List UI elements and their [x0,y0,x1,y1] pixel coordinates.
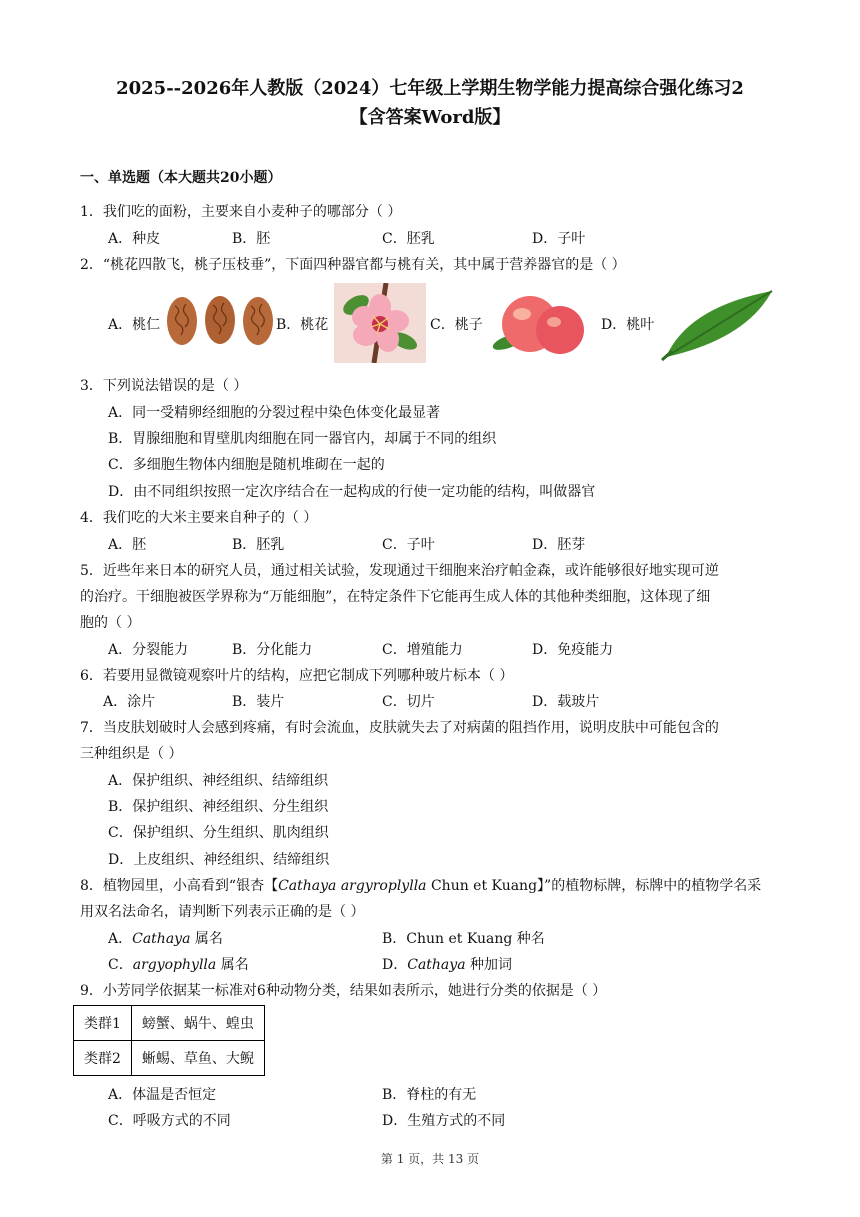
peach-blossom-image [334,283,426,363]
q5-option-b: B．分化能力 [232,642,313,658]
q8-option-b: B．Chun et Kuang 种名 [382,931,545,947]
q9-option-c: C．呼吸方式的不同 [108,1113,231,1129]
question-1: 1．我们吃的面粉，主要来自小麦种子的哪部分（ ） [80,204,402,220]
q7-option-a: A．保护组织、神经组织、结缔组织 [108,773,329,789]
peach-pit-image [162,292,280,348]
q1-option-a: A．种皮 [108,231,161,247]
scientific-name: Cathaya argyroplylla [278,878,427,894]
table-row [74,1041,265,1076]
peach-fruit-image [488,290,594,356]
table-cell: 类群1 [74,1006,132,1041]
question-5-line2: 的治疗。干细胞被医学界称为“万能细胞”，在特定条件下它能再生成人体的其他种类细胞，这体现了细 [80,589,711,605]
table-row [74,1006,265,1041]
q7-option-d: D．上皮组织、神经组织、结缔组织 [108,852,330,868]
question-6: 6．若要用显微镜观察叶片的结构，应把它制成下列哪种玻片标本（ ） [80,668,514,684]
q6-option-b: B．装片 [232,694,285,710]
q6-option-a: A．涂片 [103,694,156,710]
table-cell: 蜥蜴、草鱼、大鲵 [131,1041,264,1076]
q2-option-b: B．桃花 [276,317,329,333]
q8-option-a: A．Cathaya 属名 [108,931,223,947]
classification-table [73,1005,265,1076]
peach-leaf-image [658,287,776,361]
q8-option-c: C．argyophylla 属名 [108,957,249,973]
q4-option-d: D．胚芽 [532,537,586,553]
table-cell: 类群2 [74,1041,132,1076]
question-5-line1: 5．近些年来日本的研究人员，通过相关试验，发现通过干细胞来治疗帕金森，或许能够很好地实现可逆 [80,563,719,579]
question-7-line1: 7．当皮肤划破时人会感到疼痛，有时会流血，皮肤就失去了对病菌的阻挡作用，说明皮肤中可能包含的 [80,720,719,736]
q5-option-d: D．免疫能力 [532,642,614,658]
q9-option-b: B．脊柱的有无 [382,1087,477,1103]
question-5-line3: 胞的（ ） [80,615,141,631]
q7-option-c: C．保护组织、分生组织、肌肉组织 [108,825,329,841]
q3-option-b: B．胃腺细胞和胃壁肌肉细胞在同一器官内，却属于不同的组织 [108,431,497,447]
table-cell: 螃蟹、蜗牛、蝗虫 [131,1006,264,1041]
q4-option-a: A．胚 [108,537,147,553]
question-8-line1: 8．植物园里，小高看到“银杏【Cathaya argyroplylla Chun et Kuang】”的植物标牌，标牌中的植物学名采 [80,878,762,894]
q9-option-a: A．体温是否恒定 [108,1087,217,1103]
q8-option-d: D．Cathaya 种加词 [382,957,512,973]
question-8-line2: 用双名法命名，请判断下列表示正确的是（ ） [80,904,365,920]
page-footer: 第 1 页，共 13 页 [380,1152,480,1166]
q9-option-d: D．生殖方式的不同 [382,1113,506,1129]
q2-option-a: A．桃仁 [108,317,161,333]
question-2: 2．“桃花四散飞，桃子压枝垂”，下面四种器官都与桃有关，其中属于营养器官的是（ ） [80,257,626,273]
q4-option-c: C．子叶 [382,537,435,553]
q3-option-c: C．多细胞生物体内细胞是随机堆砌在一起的 [108,457,385,473]
document-title-line2: 【含答案Word版】 [349,107,511,128]
question-3: 3．下列说法错误的是（ ） [80,378,248,394]
q6-option-d: D．载玻片 [532,694,600,710]
q5-option-c: C．增殖能力 [382,642,463,658]
q6-option-c: C．切片 [382,694,435,710]
q7-option-b: B．保护组织、神经组织、分生组织 [108,799,329,815]
q3-option-d: D．由不同组织按照一定次序结合在一起构成的行使一定功能的结构，叫做器官 [108,484,596,500]
q2-option-d: D．桃叶 [601,317,655,333]
question-4: 4．我们吃的大米主要来自种子的（ ） [80,510,318,526]
question-9: 9．小芳同学依据某一标准对6种动物分类，结果如表所示，她进行分类的依据是（ ） [80,983,607,999]
q4-option-b: B．胚乳 [232,537,285,553]
document-title-line1: 2025--2026年人教版（2024）七年级上学期生物学能力提高综合强化练习2 [116,78,744,99]
question-7-line2: 三种组织是（ ） [80,746,183,762]
q3-option-a: A．同一受精卵经细胞的分裂过程中染色体变化最显著 [108,405,441,421]
q5-option-a: A．分裂能力 [108,642,189,658]
q1-option-b: B．胚 [232,231,271,247]
q1-option-d: D．子叶 [532,231,586,247]
q1-option-c: C．胚乳 [382,231,435,247]
section-title: 一、单选题（本大题共20小题） [80,170,282,186]
q2-option-c: C．桃子 [430,317,483,333]
